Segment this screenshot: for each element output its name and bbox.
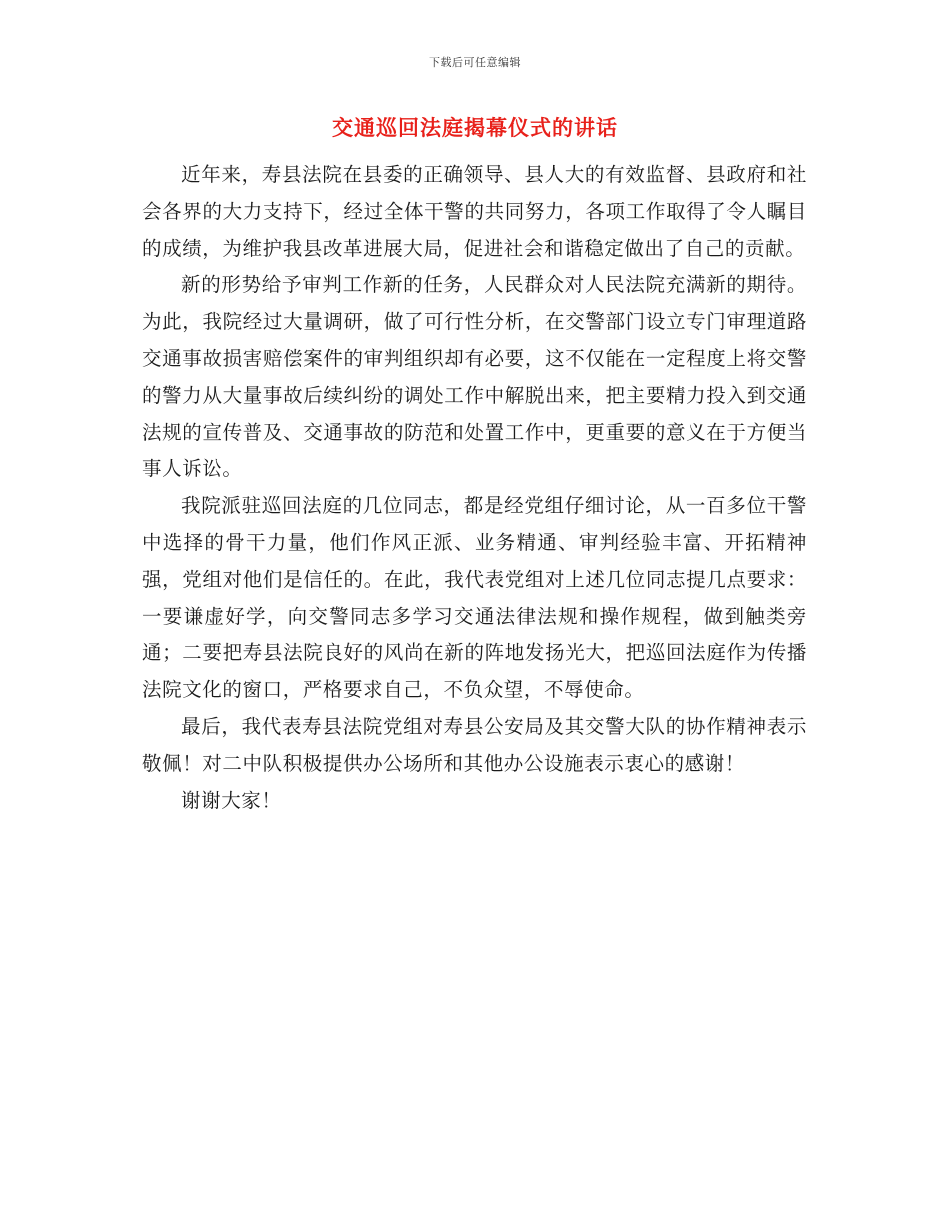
paragraph-3: 我院派驻巡回法庭的几位同志，都是经党组仔细讨论，从一百多位干警中选择的骨干力量，他们作风正派、业务精通、审判经验丰富、开拓精神强，党组对他们是信任的。在此，我代表党组对上述几位同志提几点要求：一要谦虚好学，向交警同志多学习交通法律法规和操作规程，做到触类旁通；二要把寿县法院良好的风尚在新的阵地发扬光大，把巡回法庭作为传播法院文化的窗口，严格要求自己，不负众望，不辱使命。 [142,494,807,702]
document-body [142,157,807,819]
paragraph-4: 最后，我代表寿县法院党组对寿县公安局及其交警大队的协作精神表示敬佩！对二中队积极提供办公场所和其他办公设施表示衷心的感谢！ [142,714,807,775]
document-title: 交通巡回法庭揭幕仪式的讲话 [332,116,618,140]
paragraph-2: 新的形势给予审判工作新的任务，人民群众对人民法院充满新的期待。为此，我院经过大量调研，做了可行性分析，在交警部门设立专门审理道路交通事故损害赔偿案件的审判组织却有必要，这不仅能在一定程度上将交警的警力从大量事故后续纠纷的调处工作中解脱出来，把主要精力投入到交通法规的宣传普及、交通事故的防范和处置工作中，更重要的意义在于方便当事人诉讼。 [142,273,807,481]
paragraph-1: 近年来，寿县法院在县委的正确领导、县人大的有效监督、县政府和社会各界的大力支持下，经过全体干警的共同努力，各项工作取得了令人瞩目的成绩，为维护我县改革进展大局，促进社会和谐稳定做出了自己的贡献。 [142,163,807,260]
header-note: 下载后可任意编辑 [429,56,521,69]
paragraph-5: 谢谢大家！ [181,788,282,812]
